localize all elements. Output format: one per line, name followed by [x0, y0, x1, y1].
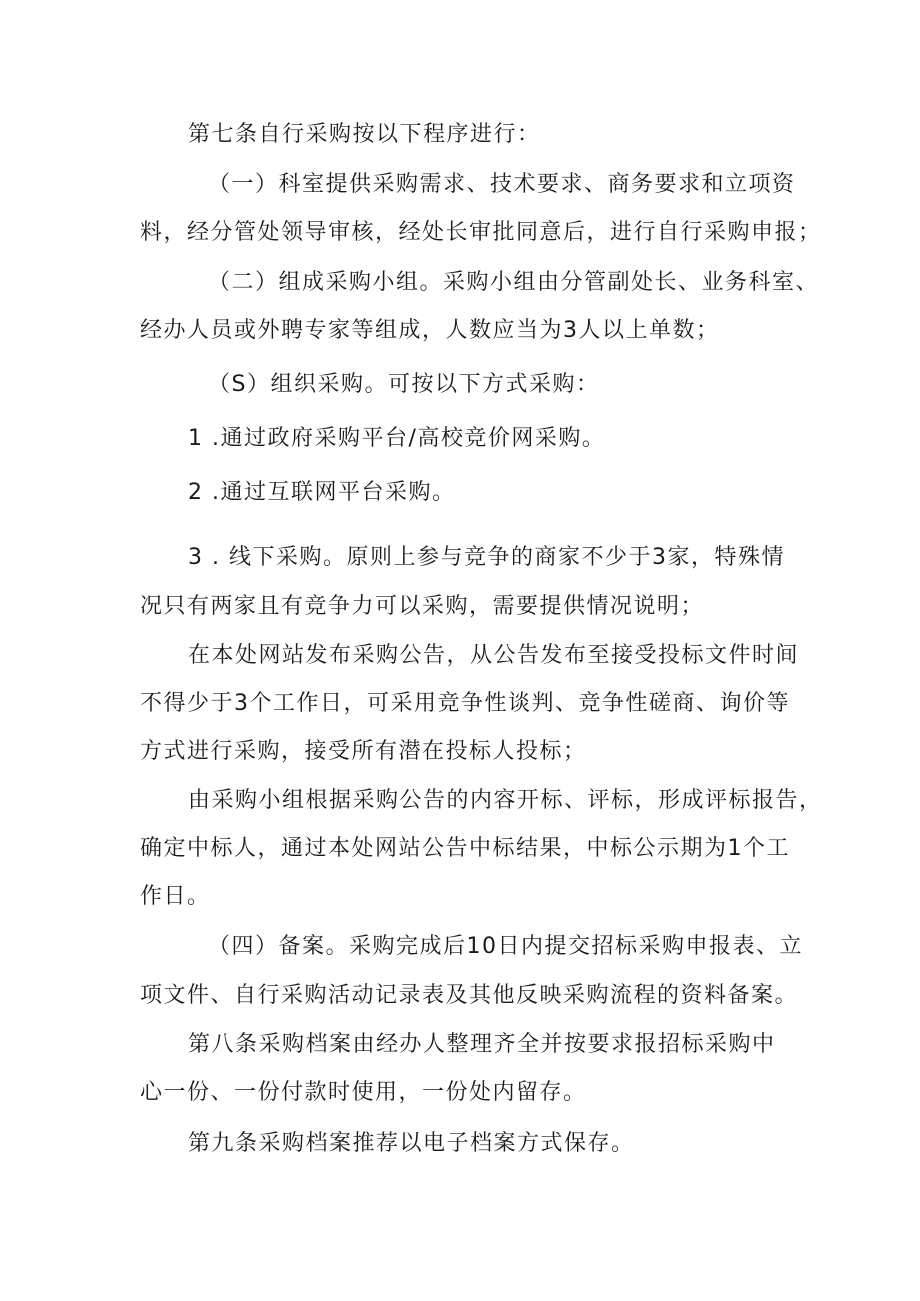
item-1-line-1: （一）科室提供采购需求、技术要求、商务要求和立项资 [208, 172, 796, 197]
article-9: 第九条采购档案推荐以电子档案方式保存。 [188, 1131, 635, 1156]
evaluation-line-1: 由采购小组根据采购公告的内容开标、评标，形成评标报告， [188, 788, 823, 813]
evaluation-line-2: 确定中标人，通过本处网站公告中标结果，中标公示期为1个工 [140, 836, 790, 861]
item-1-line-2: 料，经分管处领导审核，经处长审批同意后，进行自行采购申报； [140, 220, 822, 245]
item-4-line-1: （四）备案。采购完成后10日内提交招标采购申报表、立 [208, 934, 803, 959]
item-4-line-2: 项文件、自行采购活动记录表及其他反映采购流程的资料备案。 [140, 983, 799, 1008]
method-2: 2 .通过互联网平台采购。 [188, 480, 456, 505]
article-8-line-2: 心一份、一份付款时使用，一份处内留存。 [140, 1080, 587, 1105]
article-7-heading: 第七条自行采购按以下程序进行： [188, 122, 541, 147]
announcement-line-2: 不得少于3个工作日，可采用竞争性谈判、竞争性磋商、询价等 [140, 691, 790, 716]
method-1: 1 .通过政府采购平台/高校竞价网采购。 [188, 426, 606, 451]
item-3-heading: （S）组织采购。可按以下方式采购： [208, 372, 600, 397]
item-2-line-1: （二）组成采购小组。采购小组由分管副处长、业务科室、 [208, 270, 820, 295]
announcement-line-3: 方式进行采购，接受所有潜在投标人投标； [140, 739, 587, 764]
method-3-line-2: 况只有两家且有竞争力可以采购，需要提供情况说明； [140, 594, 705, 619]
article-8-line-1: 第八条采购档案由经办人整理齐全并按要求报招标采购中 [188, 1032, 776, 1057]
item-2-line-2: 经办人员或外聘专家等组成，人数应当为3人以上单数； [140, 318, 720, 343]
announcement-line-1: 在本处网站发布采购公告，从公告发布至接受投标文件时间 [188, 643, 800, 668]
evaluation-line-3: 作日。 [140, 884, 211, 909]
method-3-line-1: 3 . 线下采购。原则上参与竞争的商家不少于3家，特殊情 [188, 545, 785, 570]
